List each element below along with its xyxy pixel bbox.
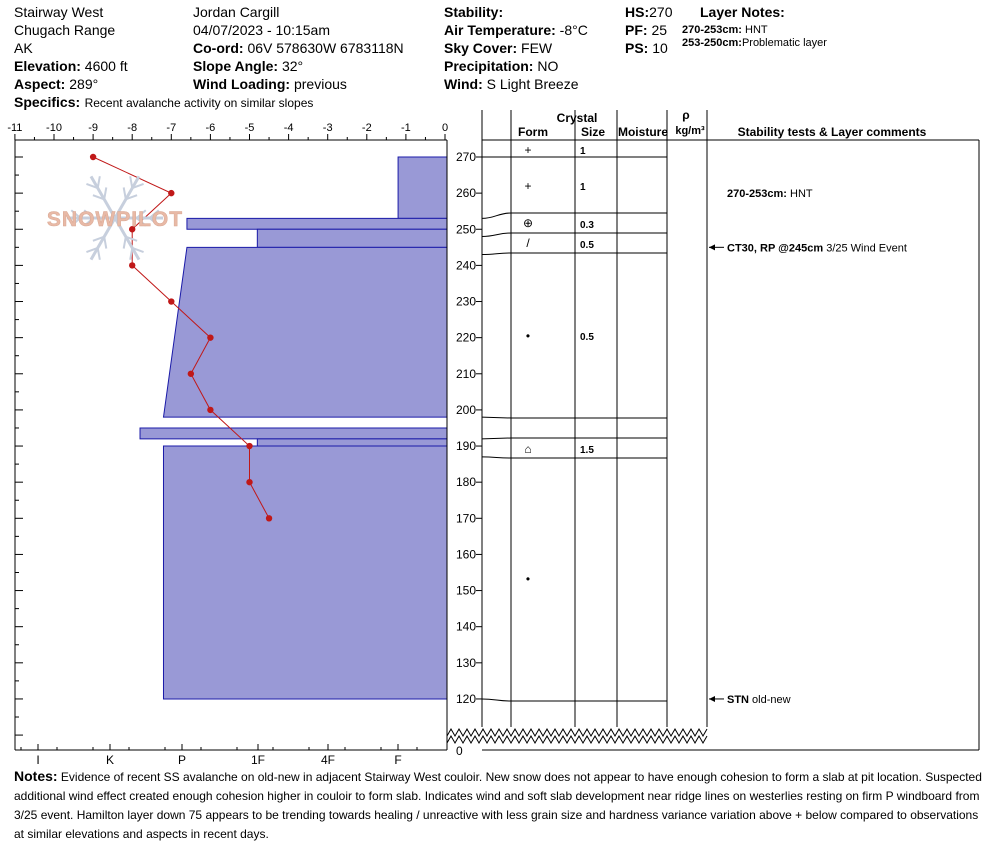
aspect-label: Aspect: xyxy=(14,76,66,92)
depth-label: 120 xyxy=(456,691,477,706)
density-symbol: ρ xyxy=(682,108,690,122)
precip-label: Precipitation: xyxy=(444,58,534,74)
layer-note-text: HNT xyxy=(745,24,768,36)
layer-comment-label: CT30, RP @245cm xyxy=(727,242,824,255)
layer-connector xyxy=(482,438,511,439)
depth-label: 190 xyxy=(456,439,477,454)
aspect-value: 289° xyxy=(69,76,99,92)
depth-label: 160 xyxy=(456,547,477,562)
layer-comment xyxy=(727,694,791,706)
depth-label: 240 xyxy=(456,258,477,273)
temp-tick-label: -7 xyxy=(166,122,177,134)
coord-label: Co-ord: xyxy=(193,40,244,56)
layer-connector xyxy=(482,213,511,218)
layer-note-text: Problematic layer xyxy=(741,37,827,49)
layer-comment-label: 270-253cm: xyxy=(727,188,787,201)
temp-tick-label: -9 xyxy=(88,122,98,134)
hardness-layer xyxy=(163,247,447,417)
stability-header: Stability tests & Layer comments xyxy=(737,125,927,139)
logo-text: SNOWPILOT xyxy=(46,208,184,231)
hardness-layer xyxy=(257,439,447,446)
hardness-layer xyxy=(163,446,447,699)
elevation-label: Elevation: xyxy=(14,58,81,74)
depth-break-zigzag xyxy=(447,729,707,736)
depth-label: 210 xyxy=(456,366,477,381)
density-unit-header: kg/m³ xyxy=(675,125,705,137)
precip-value: NO xyxy=(537,58,559,74)
moisture-header: Moisture xyxy=(617,125,669,139)
hardness-layer xyxy=(257,229,447,247)
layer-connector xyxy=(482,253,511,255)
wind-label: Wind: xyxy=(444,76,483,92)
size-header: Size xyxy=(580,125,606,139)
crystal-size: 1 xyxy=(580,146,586,157)
crystal-form-symbol: • xyxy=(525,329,531,343)
specifics-label: Specifics: xyxy=(14,94,81,110)
layer-comment xyxy=(727,188,813,200)
depth-label: 230 xyxy=(456,294,477,309)
hardness-tick-label: 1F xyxy=(250,753,266,765)
notes-label: Notes: xyxy=(14,768,58,784)
layer-connector xyxy=(482,699,511,701)
temperature-point xyxy=(129,262,135,268)
temperature-point xyxy=(90,154,96,160)
layer-connector xyxy=(482,417,511,418)
wind-value: S Light Breeze xyxy=(486,76,579,92)
hardness-layer xyxy=(140,428,447,439)
temp-tick-label: -8 xyxy=(127,122,138,134)
crystal-size: 0.3 xyxy=(580,220,594,231)
temperature-point xyxy=(168,190,174,196)
layer-connector xyxy=(482,457,511,458)
wind-loading-label: Wind Loading: xyxy=(193,76,291,92)
pf-value: 25 xyxy=(651,22,668,38)
hs-value: 270 xyxy=(649,4,673,20)
temperature-point xyxy=(246,443,252,449)
snowflake-branch xyxy=(124,187,126,199)
temp-tick-label: -10 xyxy=(46,122,62,134)
depth-label: 0 xyxy=(456,744,463,758)
temp-tick-label: -2 xyxy=(361,122,372,134)
crystal-size: 1 xyxy=(580,182,586,193)
air-temp-value: -8°C xyxy=(559,22,588,38)
snowflake-branch xyxy=(130,176,132,188)
comment-arrowhead xyxy=(709,696,715,702)
form-header: Form xyxy=(518,125,548,139)
temp-tick-label: -4 xyxy=(283,122,294,134)
crystal-form-symbol: + xyxy=(524,179,532,193)
temperature-point xyxy=(207,407,213,413)
hardness-tick-label: 4F xyxy=(320,753,336,765)
temperature-point xyxy=(188,371,194,377)
snowflake-branch xyxy=(124,237,126,249)
observer-name: Jordan Cargill xyxy=(193,4,280,20)
layer-comment xyxy=(727,242,907,254)
depth-label: 200 xyxy=(456,402,477,417)
crystal-form-symbol: + xyxy=(524,143,532,157)
sky-cover-label: Sky Cover: xyxy=(444,40,518,56)
layer-connector xyxy=(482,233,511,236)
temp-tick-label: -11 xyxy=(7,122,23,134)
layer-comment-text: old-new xyxy=(749,693,791,706)
temperature-point xyxy=(168,298,174,304)
crystal-header: Crystal xyxy=(556,111,598,125)
air-temp-label: Air Temperature: xyxy=(444,22,556,38)
layer-note-range: 270-253cm: xyxy=(682,24,742,36)
sky-cover-value: FEW xyxy=(521,40,553,56)
state-name: AK xyxy=(14,40,33,56)
depth-label: 180 xyxy=(456,475,477,490)
crystal-size: 0.5 xyxy=(580,240,594,251)
temperature-point xyxy=(246,479,252,485)
crystal-form-symbol: • xyxy=(525,572,531,586)
notes-text: Evidence of recent SS avalanche on old-new in adjacent Stairway West couloir. New snow does not appear to have enough cohesion to form a slab at pit location. Suspected additional wind effect created enough cohesion higher in couloir to form slab. Indicates wind and soft slab development near ridge lines on westerlies resting on firm P windboard from 3/25 event. Hamilton layer down 75 appears to be trending towards healing / unreactive with less grain size and hardness variance variation above + below compared to observations at similar elevations and aspects in recent days. xyxy=(14,770,982,841)
depth-label: 140 xyxy=(456,619,477,634)
temperature-point xyxy=(266,515,272,521)
layer-comment-text: 3/25 Wind Event xyxy=(823,242,907,255)
specifics-value: Recent avalanche activity on similar slopes xyxy=(84,96,314,110)
ps-label: PS: xyxy=(625,40,649,56)
crystal-size: 0.5 xyxy=(580,332,594,343)
slope-value: 32° xyxy=(281,58,304,74)
crystal-size: 1.5 xyxy=(580,445,594,456)
crystal-form-symbol: ⊕ xyxy=(522,216,534,230)
layer-note-range: 253-250cm: xyxy=(682,37,742,49)
depth-label: 170 xyxy=(456,511,477,526)
hs-label: HS: xyxy=(625,4,650,20)
depth-label: 260 xyxy=(456,186,477,201)
elevation-value: 4600 ft xyxy=(84,58,128,74)
hardness-tick-label: P xyxy=(177,753,187,765)
hardness-tick-label: I xyxy=(36,753,40,765)
wind-loading-value: previous xyxy=(293,76,347,92)
depth-label: 270 xyxy=(456,150,477,164)
temp-tick-label: 0 xyxy=(441,122,449,134)
temp-tick-label: -6 xyxy=(205,122,216,134)
crystal-form-symbol: / xyxy=(526,236,530,250)
layer-notes-title: Layer Notes: xyxy=(700,4,785,20)
ps-value: 10 xyxy=(652,40,668,56)
depth-break-zigzag xyxy=(447,736,707,743)
hardness-layer xyxy=(187,218,447,229)
layer-table xyxy=(447,108,979,758)
stability-label: Stability: xyxy=(444,4,504,20)
temp-tick-label: -1 xyxy=(401,122,411,134)
range-name: Chugach Range xyxy=(14,22,116,38)
layer-comment-label: STN xyxy=(727,693,749,706)
snowflake-branch xyxy=(104,187,106,199)
hardness-tick-label: F xyxy=(394,753,402,765)
comment-arrowhead xyxy=(709,244,715,250)
slope-label: Slope Angle: xyxy=(193,58,279,74)
notes-section xyxy=(14,767,989,844)
hardness-tick-label: K xyxy=(105,753,115,765)
coord-value: 06V 578630W 6783118N xyxy=(247,40,404,56)
hardness-layer xyxy=(398,157,447,218)
location-name: Stairway West xyxy=(14,4,104,20)
depth-label: 250 xyxy=(456,222,477,237)
depth-label: 130 xyxy=(456,655,477,670)
snowflake-branch xyxy=(98,248,100,260)
crystal-form-symbol: ⌂ xyxy=(524,442,532,456)
layer-comment-text: HNT xyxy=(786,188,813,201)
depth-label: 150 xyxy=(456,583,477,598)
observation-datetime: 04/07/2023 - 10:15am xyxy=(193,22,330,38)
temp-tick-label: -5 xyxy=(244,122,255,134)
snowflake-branch xyxy=(98,176,100,188)
pf-label: PF: xyxy=(625,22,648,38)
temperature-point xyxy=(207,334,213,340)
snowflake-branch xyxy=(104,237,106,249)
temp-tick-label: -3 xyxy=(322,122,333,134)
depth-label: 220 xyxy=(456,330,477,345)
